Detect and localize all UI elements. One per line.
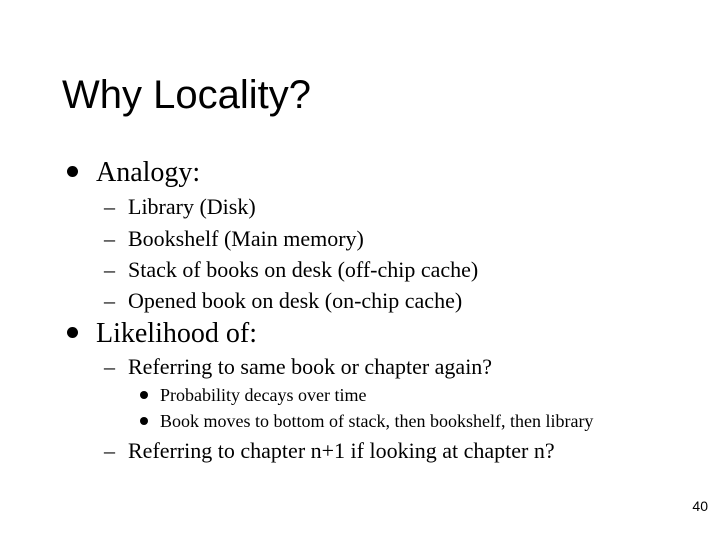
- subitem-stack: Stack of books on desk (off-chip cache): [128, 257, 479, 282]
- bullet-likelihood: Likelihood of:: [96, 318, 257, 349]
- subitem-bookshelf: Bookshelf (Main memory): [128, 226, 364, 251]
- dash-icon: –: [104, 288, 115, 313]
- dash-icon: –: [104, 194, 115, 219]
- dash-icon: –: [104, 257, 115, 282]
- bullet-dot-icon: [140, 417, 148, 425]
- page-number: 40: [692, 498, 708, 514]
- bullet-dot-icon: [140, 391, 148, 399]
- slide-title: Why Locality?: [62, 73, 311, 117]
- subsubitem-book-moves: Book moves to bottom of stack, then bookshelf, then library: [160, 411, 594, 431]
- bullet-analogy: Analogy:: [96, 157, 201, 188]
- dash-icon: –: [104, 438, 115, 463]
- subitem-same-book: Referring to same book or chapter again?: [128, 354, 493, 379]
- dash-icon: –: [104, 354, 115, 379]
- dash-icon: –: [104, 226, 115, 251]
- subitem-opened-book: Opened book on desk (on-chip cache): [128, 288, 463, 313]
- subitem-library: Library (Disk): [128, 194, 256, 219]
- bullet-dot-icon: [67, 166, 78, 177]
- subitem-next-chapter: Referring to chapter n+1 if looking at chapter n?: [128, 438, 555, 463]
- bullet-dot-icon: [67, 327, 78, 338]
- subsubitem-probability: Probability decays over time: [160, 385, 367, 405]
